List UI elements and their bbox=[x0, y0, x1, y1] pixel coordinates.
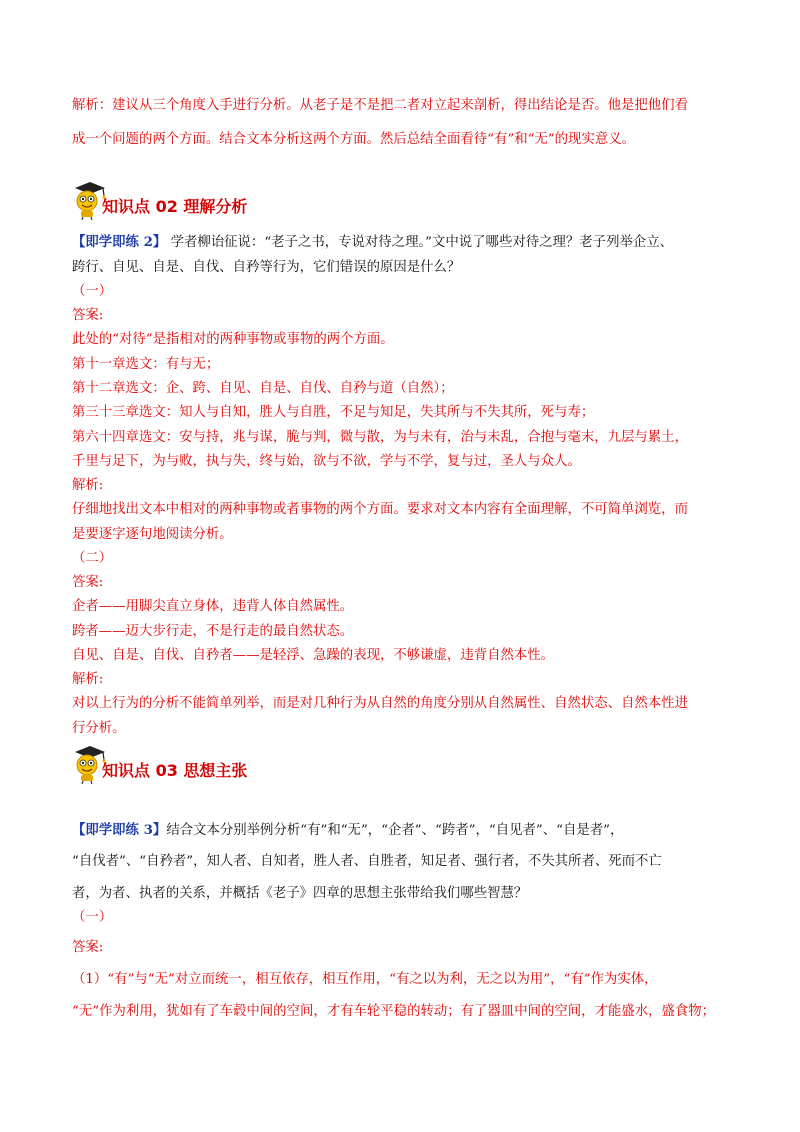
answer-text: 千里与足下，为与败，执与失，终与始，欲与不欲，学与不学，复与过，圣人与众人。 bbox=[72, 454, 581, 469]
analysis-label: 解析: bbox=[72, 478, 104, 493]
answer-label: 答案: bbox=[72, 940, 104, 955]
question-line bbox=[72, 232, 673, 253]
analysis-label: 解析: bbox=[72, 672, 104, 687]
question-line bbox=[72, 820, 623, 841]
part-label: （一） bbox=[72, 910, 113, 925]
answer-text: 跨者——迈大步行走，不是行走的最自然状态。 bbox=[72, 624, 354, 639]
question-text: “自伐者”、“自矜者”，知人者、自知者，胜人者、自胜者，知足者、强行者，不失其所者、死而不亡 bbox=[72, 854, 662, 869]
analysis-text: 成一个问题的两个方面。结合文本分析这两个方面。然后总结全面看待“有”和“无”的现实意义。 bbox=[72, 132, 636, 147]
answer-text: 第十一章选文：有与无； bbox=[72, 357, 220, 372]
answer-text: （1）“有”与“无”对立而统一，相互依存，相互作用，“有之以为利，无之以为用”，“有”作为实体， bbox=[72, 972, 658, 987]
answer-text: 第六十四章选文：安与持，兆与谋，脆与判，微与散，为与未有，治与未乱，合抱与毫末，九层与累土， bbox=[72, 430, 688, 445]
analysis-text: 仔细地找出文本中相对的两种事物或者事物的两个方面。要求对文本内容有全面理解，不可简单浏览，而 bbox=[72, 502, 688, 517]
answer-label: 答案: bbox=[72, 575, 104, 590]
analysis-text: 行分析。 bbox=[72, 721, 126, 736]
answer-text: 第十二章选文：企、跨、自见、自是、自伐、自矜与道（自然）； bbox=[72, 381, 454, 396]
answer-text: 自见、自是、自伐、自矜者——是轻浮、急躁的表现，不够谦虚，违背自然本性。 bbox=[72, 648, 555, 663]
exercise-tag: 【即学即练 2】 bbox=[72, 234, 167, 250]
analysis-text: 是要逐字逐句地阅读分析。 bbox=[72, 527, 233, 542]
answer-text: 此处的“对待”是指相对的两种事物或事物的两个方面。 bbox=[72, 332, 394, 347]
answer-label: 答案: bbox=[72, 308, 104, 323]
question-text: 者，为者、执者的关系，并概括《老子》四章的思想主张带给我们哪些智慧？ bbox=[72, 886, 528, 901]
exercise-tag: 【即学即练 3】 bbox=[72, 822, 167, 838]
analysis-text: 对以上行为的分析不能简单列举，而是对几种行为从自然的角度分别从自然属性、自然状态、自然本性进 bbox=[72, 696, 688, 711]
heading-title: 知识点 03 思想主张 bbox=[102, 761, 248, 780]
question-text: 跨行、自见、自是、自伐、自矜等行为，它们错误的原因是什么？ bbox=[72, 260, 461, 275]
question-text: 学者柳诒征说：“老子之书，专说对待之理。”文中说了哪些对待之理？老子列举企立、 bbox=[166, 235, 674, 250]
answer-text: “无”作为利用，犹如有了车毂中间的空间，才有车轮平稳的转动；有了器皿中间的空间，才能盛水，盛食物； bbox=[72, 1004, 716, 1019]
heading-title: 知识点 02 理解分析 bbox=[102, 197, 248, 216]
answer-text: 第三十三章选文：知人与自知，胜人与自胜，不足与知足，失其所与不失其所，死与寿； bbox=[72, 405, 595, 420]
answer-text: 企者——用脚尖直立身体，违背人体自然属性。 bbox=[72, 599, 354, 614]
question-text: 结合文本分别举例分析“有”和“无”，“企者”、“跨者”，“自见者”、“自是者”， bbox=[166, 823, 624, 838]
analysis-text: 解析：建议从三个角度入手进行分析。从老子是不是把二者对立起来剖析，得出结论是否。他是把他们看 bbox=[72, 98, 688, 113]
part-label: （一） bbox=[72, 284, 113, 299]
part-label: （二） bbox=[72, 551, 113, 566]
